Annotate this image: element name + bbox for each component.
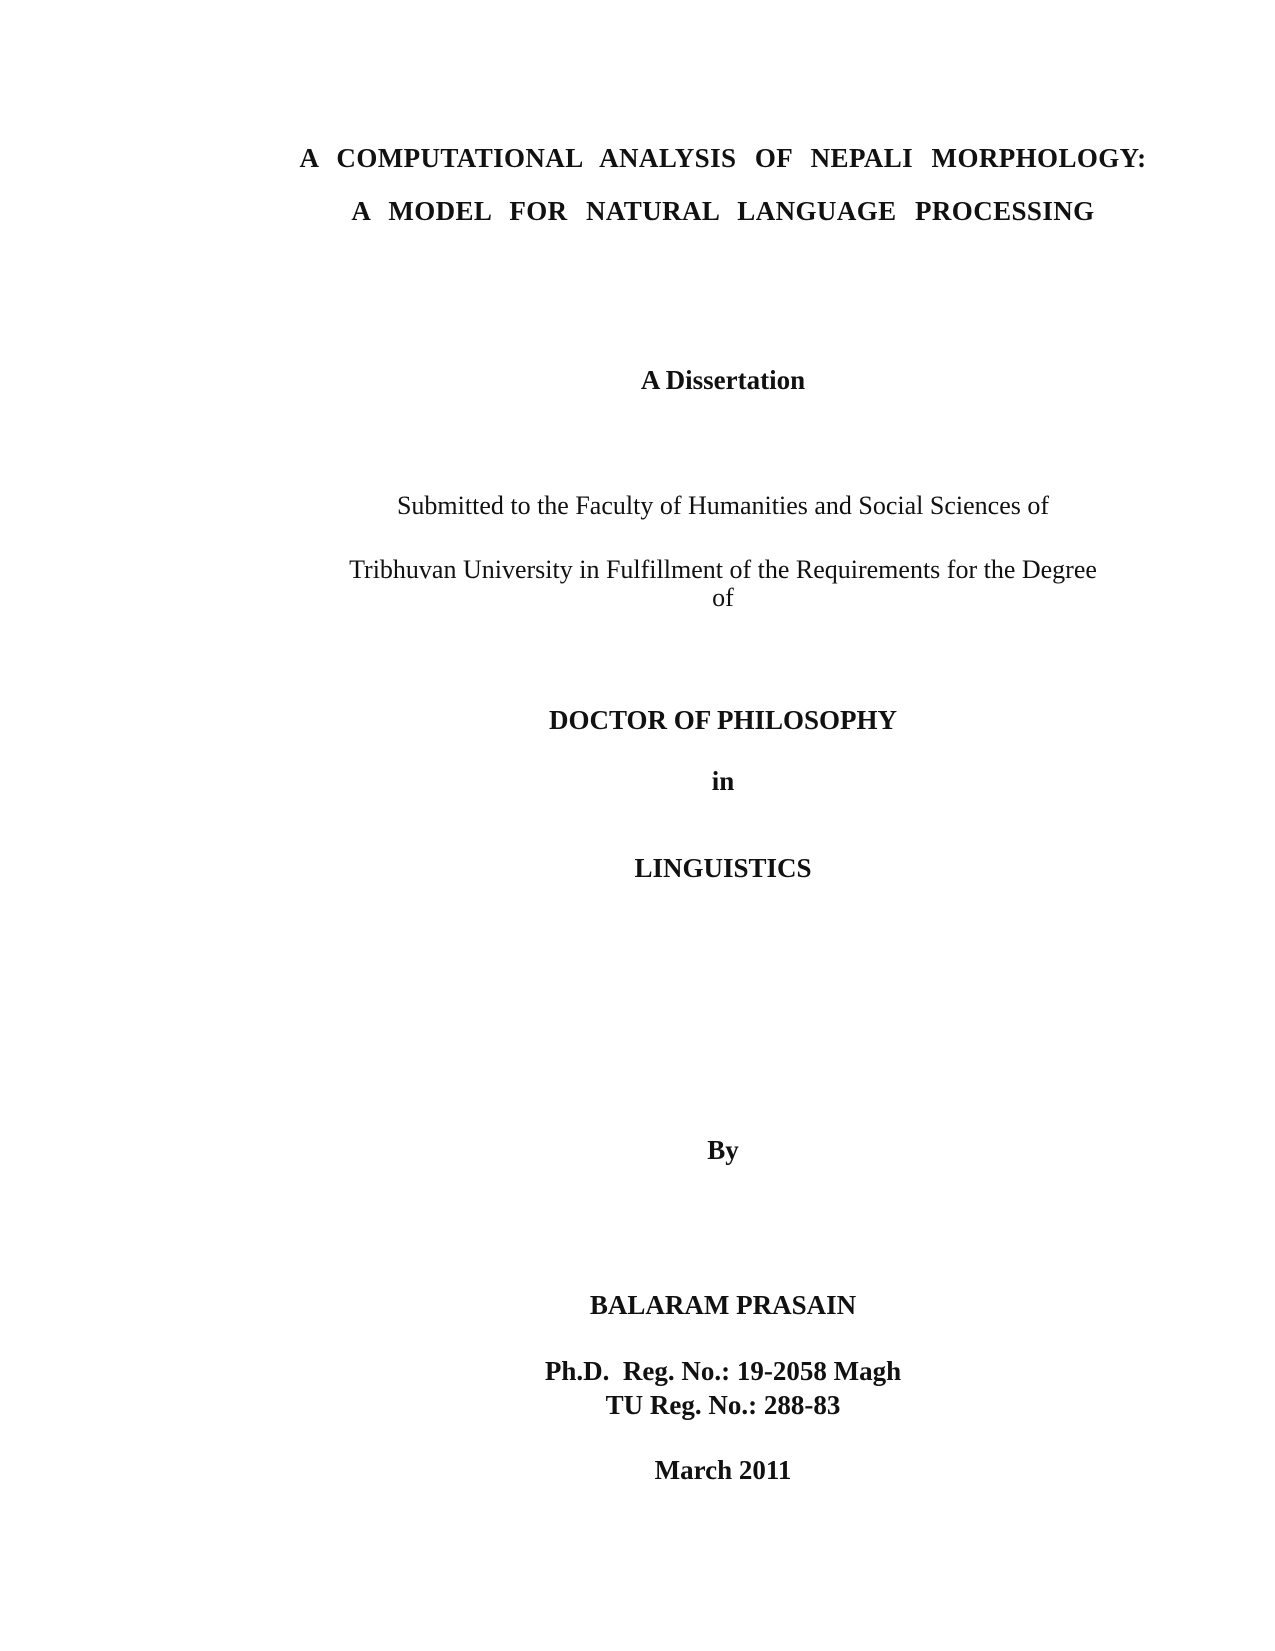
degree-field: LINGUISTICS (634, 853, 812, 883)
tu-registration-number: TU Reg. No.: 288-83 (605, 1390, 841, 1420)
submission-date: March 2011 (654, 1455, 792, 1485)
content-column (171, 0, 1275, 1651)
dissertation-title-line2: A MODEL FOR NATURAL LANGUAGE PROCESSING (351, 196, 1095, 226)
degree-connector: in (711, 766, 735, 796)
submission-statement-line3: of (712, 583, 734, 612)
dissertation-title-line1: A COMPUTATIONAL ANALYSIS OF NEPALI MORPHOLOGY: (299, 143, 1147, 173)
by-label: By (707, 1135, 739, 1165)
submission-statement-line1: Submitted to the Faculty of Humanities and Social Sciences of (396, 491, 1050, 520)
degree-name: DOCTOR OF PHILOSOPHY (548, 705, 898, 735)
submission-statement-line2: Tribhuvan University in Fulfillment of the Requirements for the Degree (349, 555, 1097, 584)
author-name: BALARAM PRASAIN (589, 1290, 857, 1320)
phd-registration-number: Ph.D. Reg. No.: 19-2058 Magh (544, 1356, 902, 1386)
dissertation-label: A Dissertation (640, 365, 806, 395)
